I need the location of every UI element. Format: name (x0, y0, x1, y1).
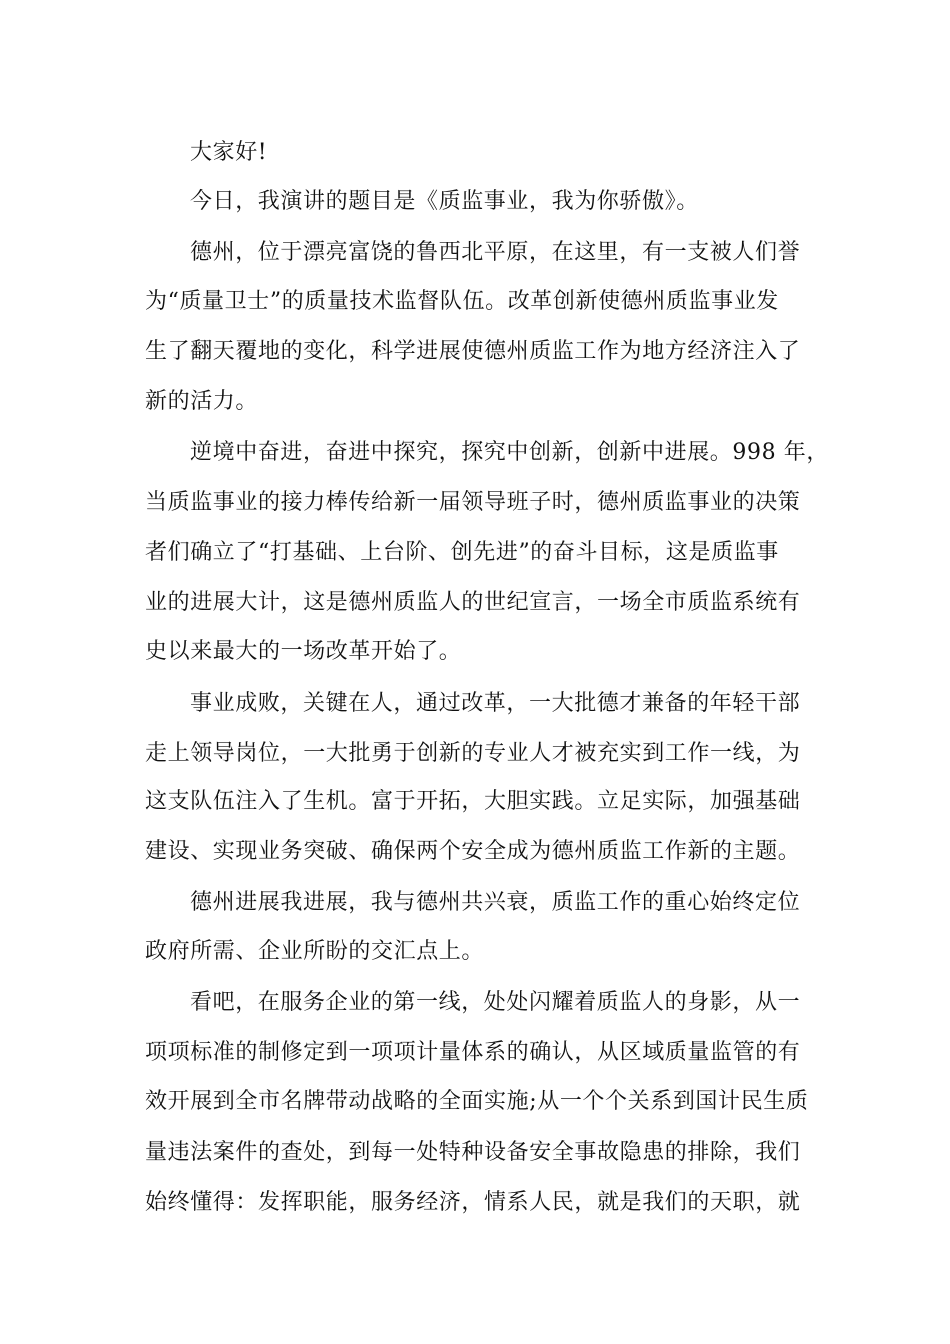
text-line: 史以来最大的一场改革开始了。 (145, 639, 462, 664)
text-line: 业的进展大计，这是德州质监人的世纪宣言，一场全市质监系统有 (145, 590, 801, 615)
text-line: 项项标准的制修定到一项项计量体系的确认，从区域质量监管的有 (145, 1040, 801, 1065)
text-line: 建设、实现业务突破、确保两个安全成为德州质监工作新的主题。 (145, 839, 801, 864)
text-line: 事业成败，关键在人，通过改革，一大批德才兼备的年轻干部 (190, 691, 801, 716)
text-line: 这支队伍注入了生机。富于开拓，大胆实践。立足实际，加强基础 (145, 789, 801, 814)
text-line: 量违法案件的查处，到每一处特种设备安全事故隐患的排除，我们 (145, 1140, 801, 1165)
text-line: 德州进展我进展，我与德州共兴衰，质监工作的重心始终定位 (190, 890, 801, 915)
text-line: 看吧，在服务企业的第一线，处处闪耀着质监人的身影，从一 (190, 990, 801, 1015)
text-line: 效开展到全市名牌带动战略的全面实施;从一个个关系到国计民生质 (145, 1089, 809, 1114)
text-line: 政府所需、企业所盼的交汇点上。 (145, 939, 485, 964)
text-line: 逆境中奋进，奋进中探究，探究中创新，创新中进展。998 年， (190, 440, 829, 465)
text-line: 当质监事业的接力棒传给新一届领导班子时，德州质监事业的决策 (145, 490, 801, 515)
text-line: 为“质量卫士”的质量技术监督队伍。改革创新使德州质监事业发 (145, 289, 779, 314)
text-line: 今日，我演讲的题目是《质监事业，我为你骄傲》。 (190, 189, 699, 214)
text-line: 德州，位于漂亮富饶的鲁西北平原，在这里，有一支被人们誉 (190, 240, 801, 265)
text-line: 始终懂得：发挥职能，服务经济，情系人民，就是我们的天职，就 (145, 1190, 801, 1215)
text-line: 走上领导岗位，一大批勇于创新的专业人才被充实到工作一线，为 (145, 741, 801, 766)
text-line: 大家好! (190, 140, 268, 165)
text-line: 者们确立了“打基础、上台阶、创先进”的奋斗目标，这是质监事 (145, 540, 779, 565)
text-line: 新的活力。 (145, 389, 259, 414)
text-line: 生了翻天覆地的变化，科学进展使德州质监工作为地方经济注入了 (145, 339, 801, 364)
